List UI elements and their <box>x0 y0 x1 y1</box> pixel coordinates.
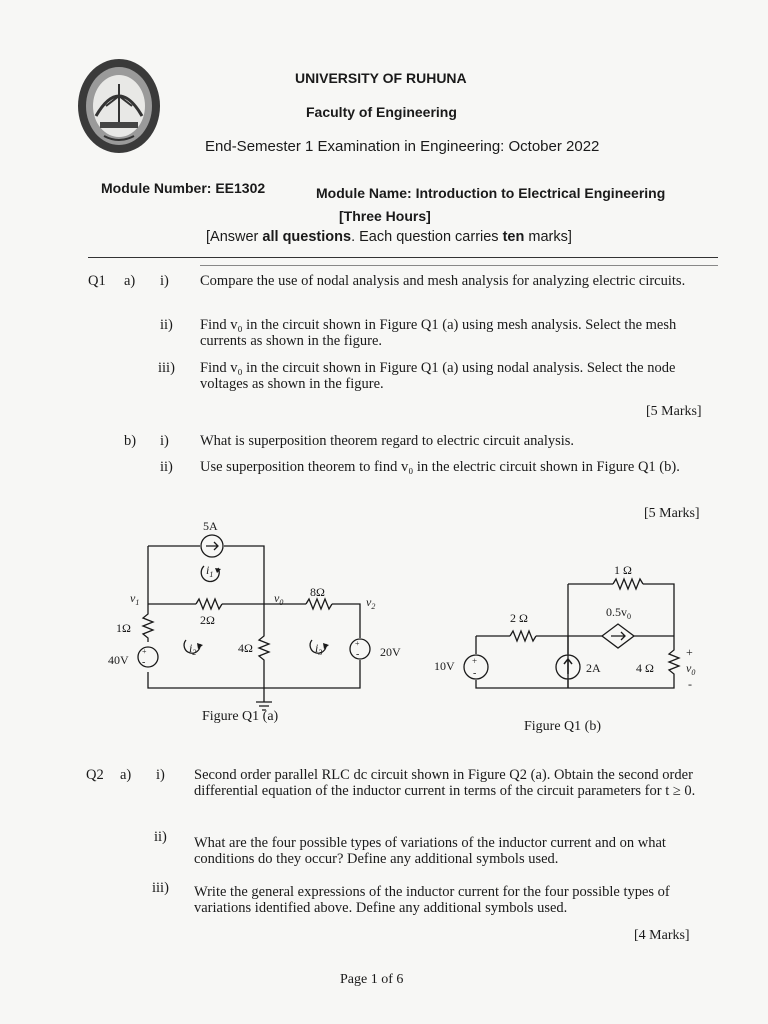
q1-a-iii-text: Find v₀ in the circuit shown in Figure Q1 (a) using nodal analysis. Select the node voltages as shown in the figure. <box>200 360 676 392</box>
q2-a-ii-num: ii) <box>154 829 167 845</box>
header-rule <box>88 257 718 258</box>
fig-a-1ohm-label: 1Ω <box>116 621 131 635</box>
fig-a-4ohm-label: 4Ω <box>238 641 253 655</box>
fig-b-vo-label: $v_0$ <box>686 661 696 677</box>
svg-text:-: - <box>473 668 477 679</box>
q1-a-ii-num: ii) <box>160 317 173 333</box>
page-number: Page 1 of 6 <box>340 972 404 987</box>
q1-a-marks: [5 Marks] <box>646 404 702 419</box>
fig-a-v2-label: $v_2$ <box>366 595 376 611</box>
fig-a-i3-label: $i_3$ <box>315 641 323 657</box>
fig-b-2ohm-label: 2 Ω <box>510 611 528 625</box>
figure-q1a-circuit <box>100 512 420 732</box>
fig-b-4ohm-label: 4 Ω <box>636 661 654 675</box>
figure-q1a-caption: Figure Q1 (a) <box>202 709 279 724</box>
fig-a-2ohm-label: 2Ω <box>200 613 215 627</box>
fig-b-dependent-source-label: $0.5v_0$ <box>606 605 631 621</box>
q1-a-ii-text: Find v₀ in the circuit shown in Figure Q1 (a) using mesh analysis. Select the mesh currents as shown in the figure. <box>200 317 677 349</box>
q1-a-iii-num: iii) <box>158 360 175 376</box>
svg-text:+: + <box>355 639 360 648</box>
figure-q1b-circuit <box>428 558 718 708</box>
exam-title: End-Semester 1 Examination in Engineering: October 2022 <box>205 138 600 155</box>
q1-b-label: b) <box>124 433 137 449</box>
university-name: UNIVERSITY OF RUHUNA <box>295 70 467 86</box>
instr-mid: . Each question carries <box>351 229 503 245</box>
fig-a-8ohm-label: 8Ω <box>310 585 325 599</box>
svg-text:+: + <box>472 656 478 666</box>
module-name: Module Name: Introduction to Electrical Engineering <box>316 185 666 201</box>
svg-text:-: - <box>142 657 146 668</box>
q1-b-ii-num: ii) <box>160 459 173 475</box>
fig-b-10v-label: 10V <box>434 659 455 673</box>
fig-a-i1-label: $i_1$ <box>206 563 214 579</box>
q1-b-marks: [5 Marks] <box>644 506 700 521</box>
q2-a-iii-num: iii) <box>152 880 169 896</box>
q1-a-label: a) <box>124 273 136 289</box>
fig-b-1ohm-label: 1 Ω <box>614 563 632 577</box>
q1-b-i-num: i) <box>160 433 169 449</box>
q2-a-label: a) <box>120 767 132 783</box>
fig-b-plus-label: + <box>686 645 693 659</box>
q2-a-i-text: Second order parallel RLC dc circuit shown in Figure Q2 (a). Obtain the second order differential equation of the inductor current in terms of the circuit parameters for t ≥ 0. <box>194 767 696 799</box>
q1-b-i-text: What is superposition theorem regard to electric circuit analysis. <box>200 433 575 449</box>
fig-b-2a-label: 2A <box>586 661 601 675</box>
q2-a-marks: [4 Marks] <box>634 928 690 943</box>
fig-b-minus-label: - <box>688 677 692 691</box>
exam-instructions <box>206 229 572 245</box>
q2-a-iii-text: Write the general expressions of the inductor current for the four possible types of variations identified above. Define any additional symbols used. <box>194 884 670 916</box>
exam-duration: [Three Hours] <box>339 208 431 224</box>
q1-a-i-num: i) <box>160 273 169 289</box>
fig-a-20v-label: 20V <box>380 645 401 659</box>
header-rule-2 <box>200 265 718 266</box>
instr-bold-all: all questions <box>262 229 352 245</box>
q1-a-i-text: Compare the use of nodal analysis and mesh analysis for analyzing electric circuits. <box>200 273 686 289</box>
q2-a-i-num: i) <box>156 767 165 783</box>
svg-text:+: + <box>142 647 147 656</box>
module-number: Module Number: EE1302 <box>101 180 266 196</box>
instr-post: marks] <box>524 229 572 245</box>
fig-a-v0-label: $v_0$ <box>274 591 284 607</box>
fig-a-i2-label: $i_2$ <box>189 641 197 657</box>
instr-bold-ten: ten <box>502 229 525 245</box>
svg-text:-: - <box>356 649 360 660</box>
university-seal-logo <box>76 56 162 156</box>
fig-a-v1-label: $v_1$ <box>130 591 140 607</box>
q1-b-ii-text: Use superposition theorem to find v₀ in the electric circuit shown in Figure Q1 (b). <box>200 459 680 475</box>
fig-a-40v-label: 40V <box>108 653 129 667</box>
fig-a-5a-label: 5A <box>203 519 218 533</box>
q2-label: Q2 <box>86 767 104 783</box>
instr-pre: [Answer <box>206 229 263 245</box>
faculty-name: Faculty of Engineering <box>306 104 457 120</box>
q1-label: Q1 <box>88 273 106 289</box>
figure-q1b-caption: Figure Q1 (b) <box>524 719 601 734</box>
q2-a-ii-text: What are the four possible types of variations of the inductor current and on what conditions do they occur? Define any additional symbols used. <box>194 835 666 867</box>
